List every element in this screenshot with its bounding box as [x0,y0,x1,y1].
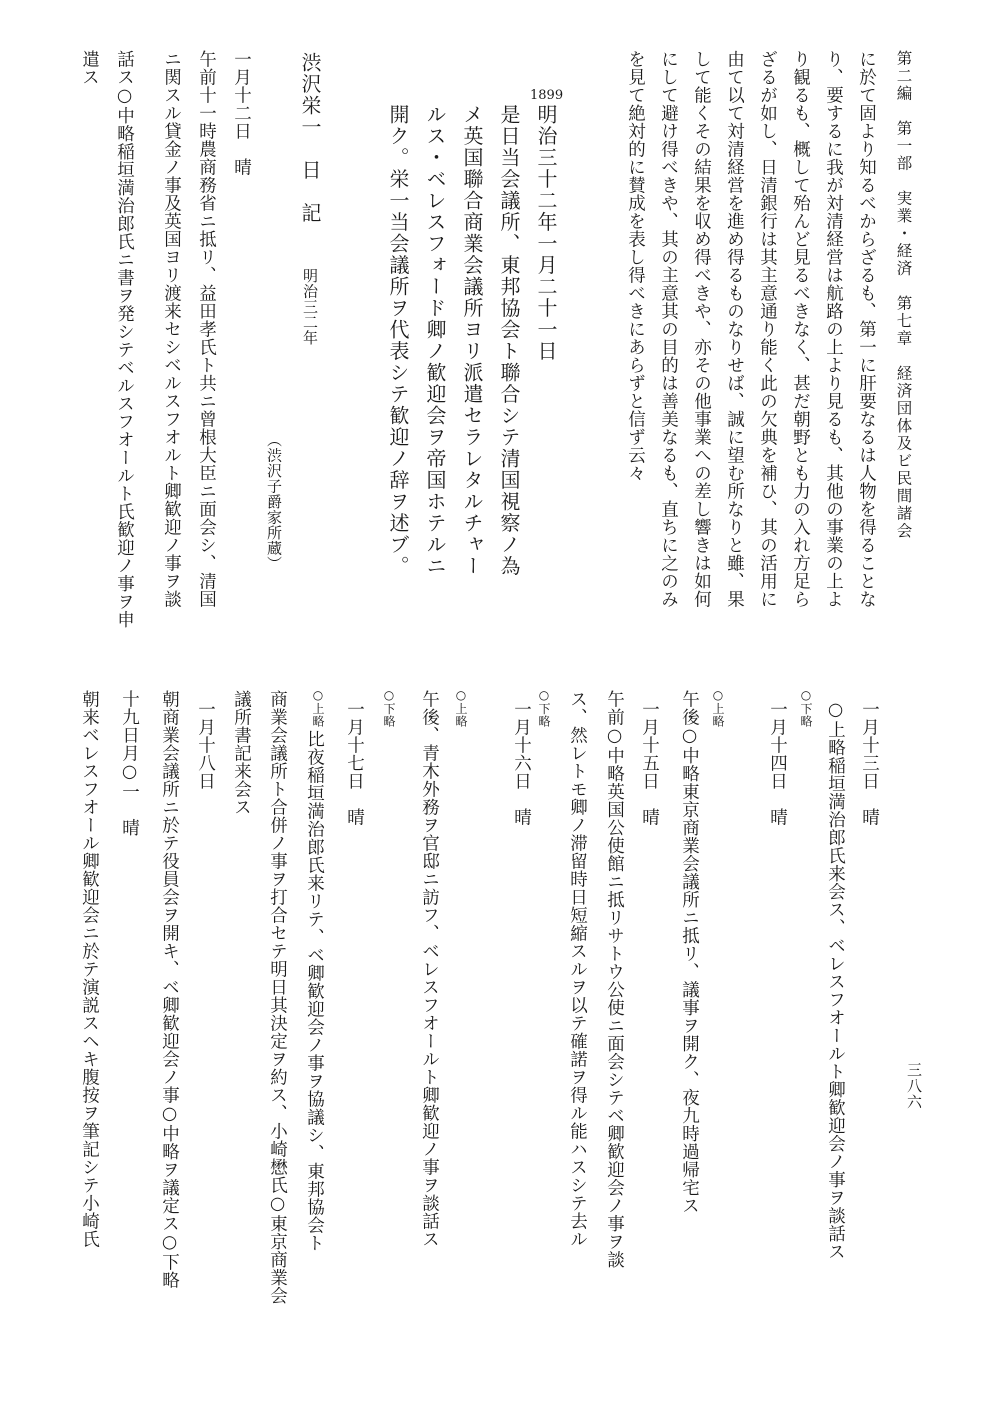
diary-line: 十九日月○一 晴 [119,690,140,837]
diary-line: 午後、青木外務ヲ官邸ニ訪フ、ベレスフオールト卿歓迎ノ事ヲ談話ス [419,690,440,1248]
running-head: 第二編 第一部 実業・経済 第七章 経済団体及ビ民間諸会 [894,50,913,540]
diary-line: 商業会議所ト合併ノ事ヲ打合セテ明日其決定ヲ約ス、小崎懋氏○東京商業会 [267,690,288,1305]
prose-line: にして避け得べきや、其の主意其の目的は善美なるも、直ちに之のみ [658,50,679,608]
prose-line: に於て固より知るべからざるも、第一に肝要なるは人物を得ることな [856,50,877,608]
diary-line: 一月十二日 晴 [231,50,252,176]
diary-line: 一月十三日 晴 [859,700,880,826]
diary-line: 午後○中略東京商業会議所ニ抵リ、議事ヲ開ク、夜九時過帰宅ス [679,690,700,1215]
diary-line: 朝来ベレスフオール卿歓迎会ニ於テ演説スヘキ腹按ヲ筆記シテ小崎氏 [79,690,100,1248]
diary-line: 一月十六日 晴 [511,700,532,826]
diary-line: ニ関スル貸金ノ事及英国ヨリ渡来セシベルスフオルト卿歓迎ノ事ヲ談 [161,50,182,608]
diary-title: 渋沢栄一 日 記 [298,52,322,224]
diary-line: 一月十七日 晴 [344,700,365,826]
diary-line: 一月十四日 晴 [767,700,788,826]
omission-mark: ○下略 [799,688,813,728]
prose-line: して能くその結果を収め得べきや、亦その他事業への差し響きは如何 [691,50,712,608]
diary-line: 午前十一時農商務省ニ抵リ、益田孝氏ト共ニ曾根大臣ニ面会シ、清国 [196,50,217,608]
entry-line: ルス・ベレスフォード卿ノ歓迎会ヲ帝国ホテルニ [423,104,447,577]
prose-line: 由て以て対清経営を進め得るものなりせば、誠に望む所なりと雖、果 [724,50,745,608]
omission-mark: ○上略 [454,688,468,728]
diary-line: 一月十八日 [195,700,216,790]
page-number: 三八六 [905,1062,923,1110]
diary-line: ス、然レトモ卿ノ滞留時日短縮スルヲ以テ確諾ヲ得ル能ハスシテ去ル [567,690,588,1248]
diary-line: 一月十五日 晴 [639,700,660,826]
omission-mark: ○上略 [711,688,725,728]
omission-mark: ○下略 [537,688,551,728]
diary-source: （渋沢子爵家所蔵） [265,432,283,572]
diary-line: 午前○中略英国公使館ニ抵リサトウ公使ニ面会シテベ卿歓迎会ノ事ヲ談 [604,690,625,1269]
diary-line: 議所書記来会ス [231,690,252,816]
entry-line: メ英国聯合商業会議所ヨリ派遣セラレタルチャー [460,104,484,577]
entry-line: 是日当会議所、東邦協会ト聯合シテ清国視察ノ為 [497,104,521,577]
diary-year: 明治三二年 [301,268,319,346]
western-year: 1899 [530,88,564,103]
prose-line: り観るも、概して殆んど見るべきなく、甚だ朝野とも力の入れ方足ら [790,50,811,608]
diary-line: 遣ス [79,50,100,86]
diary-line: 話ス○中略稲垣満治郎氏ニ書ヲ発シテベルスフオールト氏歓迎ノ事ヲ申 [114,50,135,629]
omission-mark: ○下略 [382,688,396,728]
diary-line: ○上略稲垣満治郎氏来会ス、ベレスフオールト卿歓迎会ノ事ヲ談話ス [825,700,846,1261]
prose-line: を見て絶対的に賛成を表し得べきにあらずと信ず云々 [625,50,646,482]
entry-date: 明治三十二年一月二十一日 [534,104,558,362]
prose-line: ざるが如し、日清銀行は其主意通り能く此の欠典を補ひ、其の活用に [757,50,778,608]
diary-line: 朝商業会議所ニ於テ役員会ヲ開キ、ベ卿歓迎会ノ事○中略ヲ議定ス○下略 [159,690,180,1289]
diary-line: 比夜稲垣満治郎氏来リテ、ベ卿歓迎会ノ事ヲ協議シ、東邦協会ト [304,730,325,1252]
omission-mark: ○上略 [311,688,325,728]
entry-line: 開ク。栄一当会議所ヲ代表シテ歓迎ノ辞ヲ述ブ。 [386,104,410,577]
prose-line: り、要するに我が対清経営は航路の上より見るも、其他の事業の上よ [823,50,844,608]
